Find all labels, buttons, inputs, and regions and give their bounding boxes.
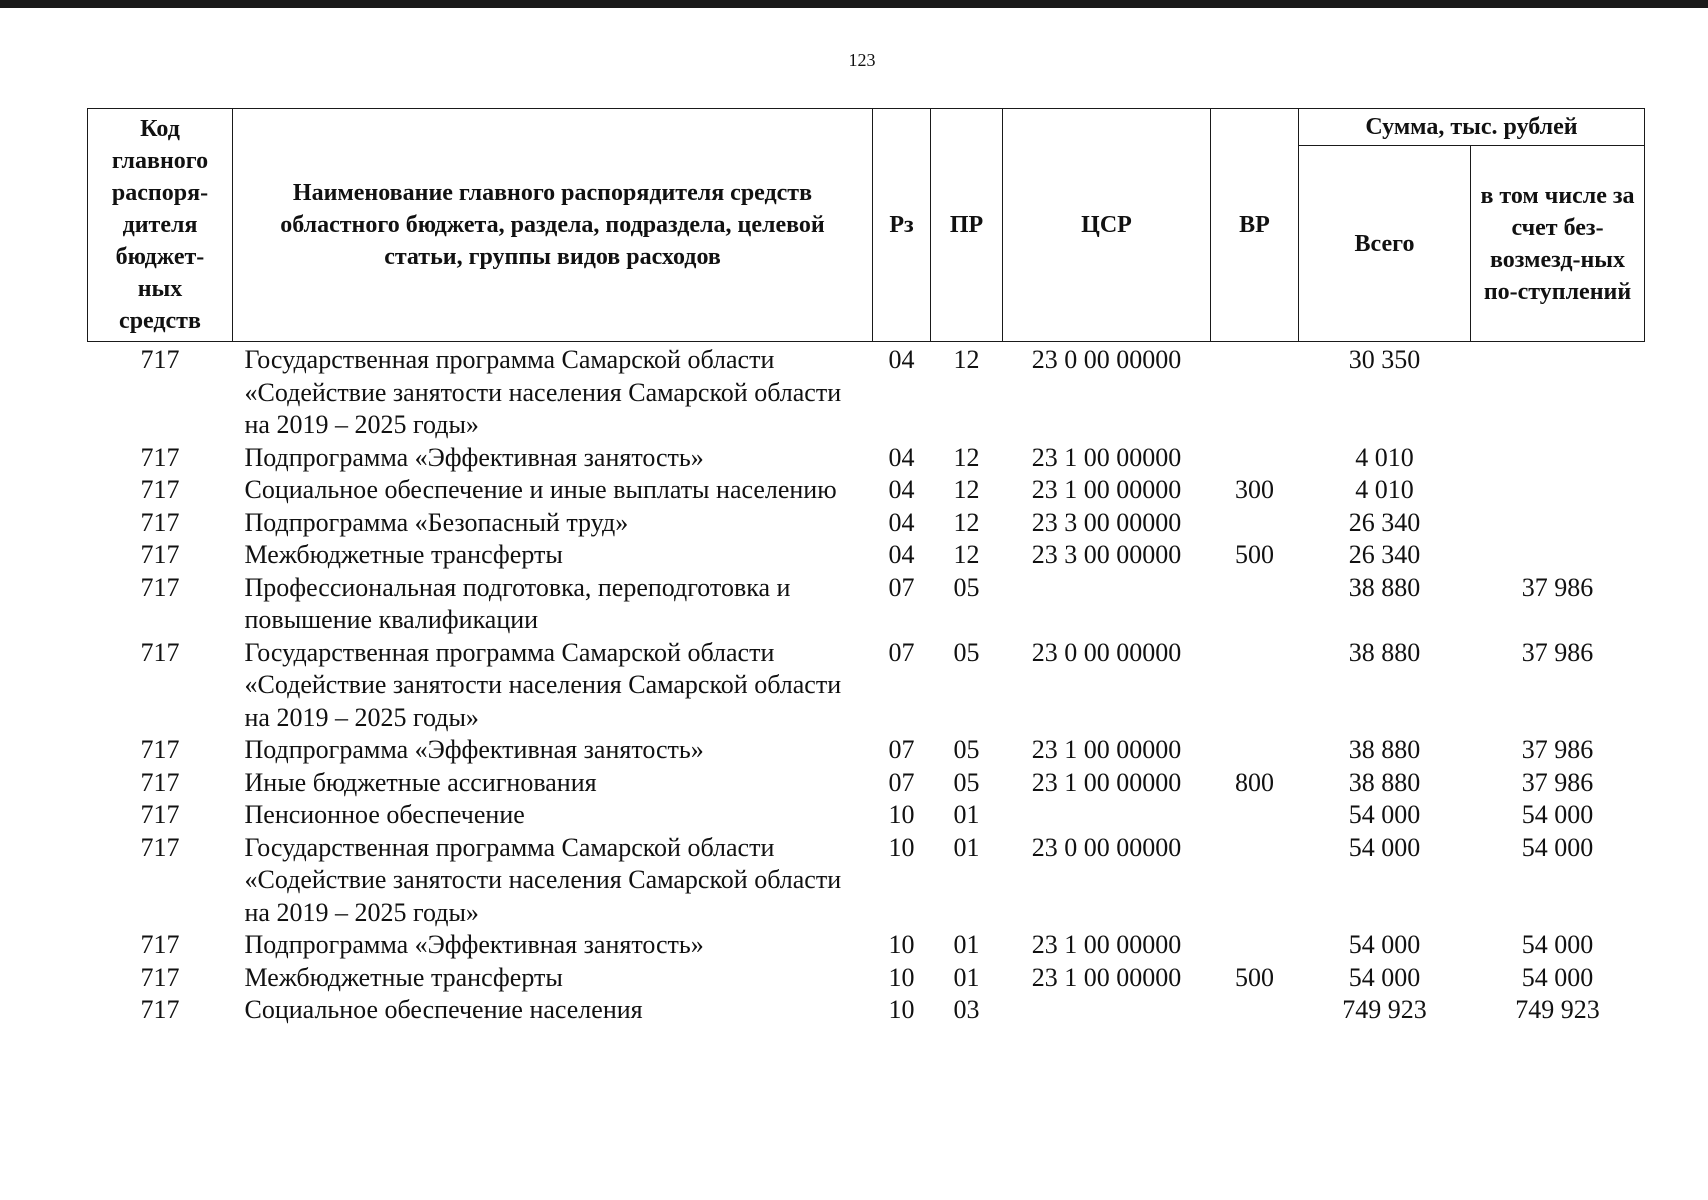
row-code: 717 bbox=[140, 507, 180, 537]
row-code: 717 bbox=[140, 475, 180, 504]
row-rz: 10 bbox=[888, 832, 915, 862]
row-rz: 04 bbox=[888, 345, 915, 374]
row-total: 54 000 bbox=[1348, 962, 1421, 992]
row-rz: 10 bbox=[888, 800, 915, 829]
row-name: Подпрограмма «Эффективная занятость» bbox=[244, 442, 704, 472]
row-name: Межбюджетные трансферты bbox=[244, 540, 563, 569]
row-code: 717 bbox=[140, 995, 180, 1024]
row-rz: 10 bbox=[888, 995, 915, 1024]
row-csr: 23 0 00 00000 bbox=[1031, 637, 1182, 667]
row-pr: 05 bbox=[953, 572, 980, 602]
row-csr: 23 1 00 00000 bbox=[1031, 735, 1182, 764]
page-number: 123 bbox=[848, 50, 876, 70]
table-row bbox=[88, 734, 1645, 767]
header-sum: Сумма, тыс. рублей bbox=[1299, 109, 1645, 146]
row-vr: 800 bbox=[1235, 767, 1274, 797]
row-grant bbox=[1471, 474, 1645, 507]
row-grant: 749 923 bbox=[1515, 995, 1600, 1024]
row-vr bbox=[1211, 637, 1299, 735]
row-pr: 01 bbox=[953, 832, 980, 862]
row-csr: 23 1 00 00000 bbox=[1031, 475, 1182, 504]
row-rz: 10 bbox=[888, 930, 915, 959]
row-rz: 04 bbox=[888, 442, 915, 472]
row-grant bbox=[1471, 442, 1645, 475]
row-name: Социальное обеспечение и иные выплаты населению bbox=[244, 475, 837, 504]
row-code: 717 bbox=[140, 540, 180, 569]
row-vr bbox=[1211, 572, 1299, 637]
row-csr: 23 1 00 00000 bbox=[1031, 442, 1182, 472]
table-row bbox=[88, 994, 1645, 1027]
row-csr: 23 1 00 00000 bbox=[1031, 767, 1182, 797]
row-total: 38 880 bbox=[1348, 637, 1421, 667]
row-grant: 54 000 bbox=[1521, 962, 1594, 992]
row-pr: 03 bbox=[953, 995, 980, 1024]
row-vr bbox=[1211, 832, 1299, 930]
row-pr: 05 bbox=[953, 767, 980, 797]
row-total: 30 350 bbox=[1348, 345, 1421, 374]
row-pr: 12 bbox=[953, 507, 980, 537]
row-name: Социальное обеспечение населения bbox=[244, 995, 643, 1024]
row-code: 717 bbox=[140, 345, 180, 374]
row-name: Межбюджетные трансферты bbox=[244, 962, 563, 992]
row-rz: 10 bbox=[888, 962, 915, 992]
table-body bbox=[88, 342, 1645, 1027]
row-total: 38 880 bbox=[1348, 767, 1421, 797]
row-code: 717 bbox=[140, 832, 180, 862]
row-pr: 12 bbox=[953, 442, 980, 472]
row-code: 717 bbox=[140, 930, 180, 959]
row-total: 54 000 bbox=[1348, 832, 1421, 862]
row-vr: 500 bbox=[1235, 540, 1274, 569]
row-grant: 54 000 bbox=[1521, 800, 1594, 829]
row-vr bbox=[1211, 734, 1299, 767]
row-name: Государственная программа Самарской области «Содействие занятости населения Самарской области на 2019 – 2025 годы» bbox=[244, 832, 842, 927]
table-row bbox=[88, 572, 1645, 637]
row-pr: 01 bbox=[953, 962, 980, 992]
table-row bbox=[88, 539, 1645, 572]
header-grant: в том числе за счет без-возмезд-ных по-ступлений bbox=[1471, 146, 1645, 342]
row-rz: 07 bbox=[888, 637, 915, 667]
row-name: Подпрограмма «Безопасный труд» bbox=[244, 507, 629, 537]
row-name: Государственная программа Самарской области «Содействие занятости населения Самарской области на 2019 – 2025 годы» bbox=[244, 637, 842, 732]
table-row bbox=[88, 474, 1645, 507]
row-name: Профессиональная подготовка, переподготовка и повышение квалификации bbox=[244, 572, 791, 634]
row-pr: 05 bbox=[953, 735, 980, 764]
row-csr: 23 3 00 00000 bbox=[1031, 507, 1182, 537]
row-total: 4 010 bbox=[1355, 442, 1414, 472]
row-name: Подпрограмма «Эффективная занятость» bbox=[244, 735, 704, 764]
row-rz: 07 bbox=[888, 767, 915, 797]
row-grant: 37 986 bbox=[1521, 735, 1594, 764]
row-pr: 12 bbox=[953, 345, 980, 374]
row-vr bbox=[1211, 799, 1299, 832]
row-vr bbox=[1211, 929, 1299, 962]
row-grant: 37 986 bbox=[1521, 637, 1594, 667]
row-grant bbox=[1471, 507, 1645, 540]
row-total: 38 880 bbox=[1348, 572, 1421, 602]
row-vr bbox=[1211, 342, 1299, 442]
header-row-1 bbox=[88, 109, 1645, 146]
row-vr: 500 bbox=[1235, 962, 1274, 992]
row-vr bbox=[1211, 994, 1299, 1027]
row-code: 717 bbox=[140, 767, 180, 797]
row-grant bbox=[1471, 539, 1645, 572]
row-rz: 04 bbox=[888, 475, 915, 504]
row-vr bbox=[1211, 507, 1299, 540]
row-grant: 37 986 bbox=[1521, 572, 1594, 602]
row-code: 717 bbox=[140, 572, 180, 602]
row-code: 717 bbox=[140, 442, 180, 472]
row-rz: 07 bbox=[888, 735, 915, 764]
row-pr: 12 bbox=[953, 475, 980, 504]
header-pr: ПР bbox=[931, 109, 1003, 342]
row-pr: 01 bbox=[953, 930, 980, 959]
table-row bbox=[88, 799, 1645, 832]
row-csr bbox=[1003, 994, 1211, 1027]
table-header bbox=[88, 109, 1645, 342]
header-total: Всего bbox=[1299, 146, 1471, 342]
budget-table bbox=[87, 108, 1645, 1027]
row-pr: 01 bbox=[953, 800, 980, 829]
row-code: 717 bbox=[140, 962, 180, 992]
row-total: 54 000 bbox=[1348, 800, 1421, 829]
table-row bbox=[88, 767, 1645, 800]
row-vr: 300 bbox=[1235, 475, 1274, 504]
row-pr: 05 bbox=[953, 637, 980, 667]
table-row bbox=[88, 342, 1645, 442]
row-name: Иные бюджетные ассигнования bbox=[244, 767, 597, 797]
row-grant: 54 000 bbox=[1521, 832, 1594, 862]
row-total: 38 880 bbox=[1348, 735, 1421, 764]
row-total: 4 010 bbox=[1355, 475, 1414, 504]
row-total: 26 340 bbox=[1348, 540, 1421, 569]
row-total: 26 340 bbox=[1348, 507, 1421, 537]
row-csr: 23 1 00 00000 bbox=[1031, 930, 1182, 959]
table-row bbox=[88, 507, 1645, 540]
row-name: Подпрограмма «Эффективная занятость» bbox=[244, 930, 704, 959]
table-row bbox=[88, 832, 1645, 930]
row-pr: 12 bbox=[953, 540, 980, 569]
top-border bbox=[0, 0, 1708, 8]
row-code: 717 bbox=[140, 735, 180, 764]
row-name: Пенсионное обеспечение bbox=[244, 800, 525, 829]
row-name: Государственная программа Самарской области «Содействие занятости населения Самарской области на 2019 – 2025 годы» bbox=[244, 345, 842, 439]
table-row bbox=[88, 442, 1645, 475]
row-total: 749 923 bbox=[1342, 995, 1427, 1024]
row-csr: 23 0 00 00000 bbox=[1031, 832, 1182, 862]
row-csr bbox=[1003, 572, 1211, 637]
header-rz: Рз bbox=[873, 109, 931, 342]
table-row bbox=[88, 637, 1645, 735]
row-code: 717 bbox=[140, 637, 180, 667]
row-total: 54 000 bbox=[1348, 930, 1421, 959]
row-csr bbox=[1003, 799, 1211, 832]
row-grant: 37 986 bbox=[1521, 767, 1594, 797]
row-rz: 07 bbox=[888, 572, 915, 602]
row-grant: 54 000 bbox=[1521, 930, 1594, 959]
row-vr bbox=[1211, 442, 1299, 475]
row-rz: 04 bbox=[888, 507, 915, 537]
row-grant bbox=[1471, 342, 1645, 442]
header-name: Наименование главного распорядителя средств областного бюджета, раздела, подраздела, целевой статьи, группы видов расходов bbox=[233, 109, 873, 342]
row-csr: 23 0 00 00000 bbox=[1031, 345, 1182, 374]
header-csr: ЦСР bbox=[1003, 109, 1211, 342]
table-row bbox=[88, 929, 1645, 962]
header-vr: ВР bbox=[1211, 109, 1299, 342]
row-csr: 23 3 00 00000 bbox=[1031, 540, 1182, 569]
row-rz: 04 bbox=[888, 540, 915, 569]
row-csr: 23 1 00 00000 bbox=[1031, 962, 1182, 992]
header-code: Код главного распоря-дителя бюджет-ных средств bbox=[88, 109, 233, 342]
row-code: 717 bbox=[140, 800, 180, 829]
table-row bbox=[88, 962, 1645, 995]
